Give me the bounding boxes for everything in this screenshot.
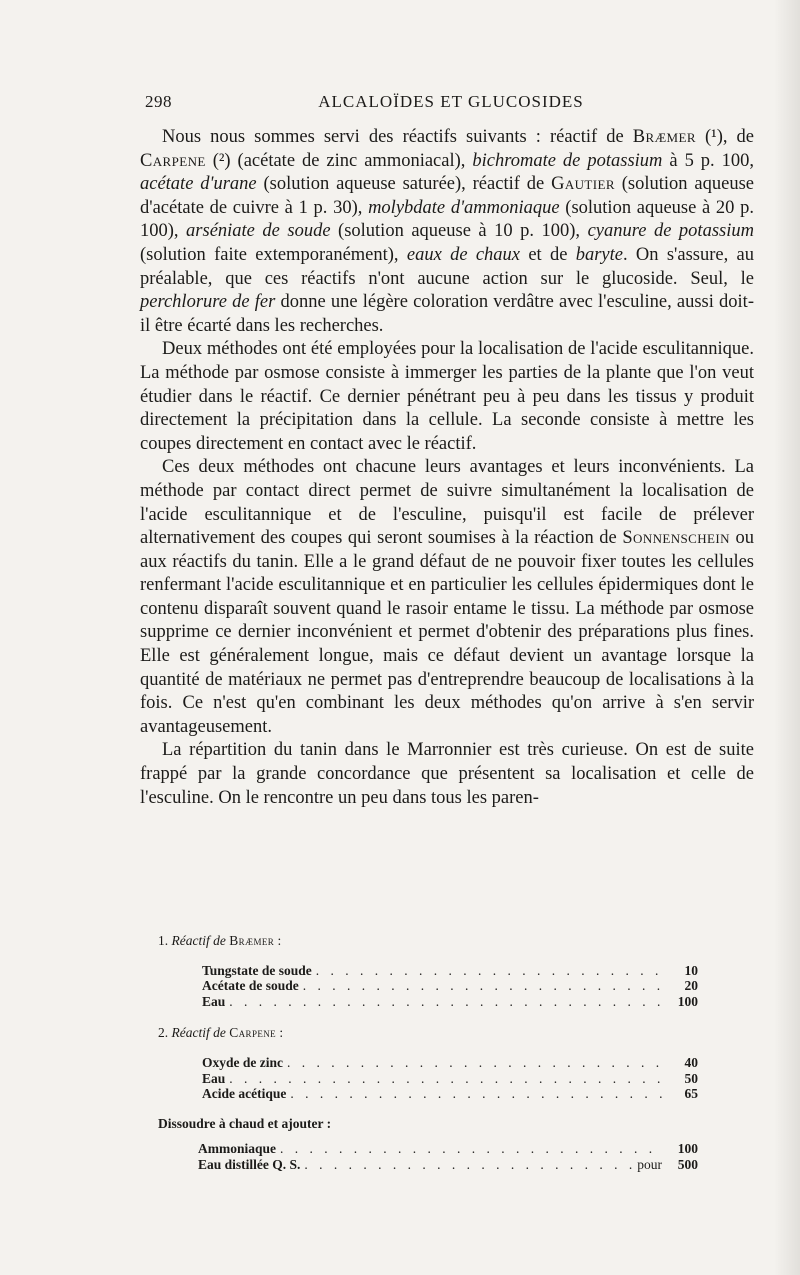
footnotes — [158, 933, 698, 1173]
footnote-ref-1[interactable]: (¹) — [704, 127, 723, 147]
recipe-row: Eau . . . 100 — [202, 994, 698, 1010]
footnote-2-subrows — [198, 1141, 698, 1172]
page-header — [145, 92, 757, 116]
footnote-2-rows — [202, 1055, 698, 1102]
recipe-row: Ammoniaque . . . 100 — [198, 1141, 698, 1157]
recipe-row: Acide acétique . . . 65 — [202, 1086, 698, 1102]
footnote-1-title: 1. Réactif de Bræmer : — [158, 933, 282, 948]
page-edge-shadow — [774, 0, 800, 1275]
footnote-ref-2[interactable]: (²) — [212, 150, 231, 171]
author-sonnenschein: Sonnenschein — [622, 528, 730, 549]
recipe-row: Eau distillée Q. S. . . . pour 500 — [198, 1157, 698, 1173]
paragraph-4: La répartition du tanin dans le Marronnier est très curieuse. On est de suite frappé par la grande concordance que présentent sa localisation et celle de l'esculine. On le rencontre un peu dans tous les paren- — [140, 740, 754, 808]
body-text — [140, 126, 754, 810]
paragraph-1: Nous nous sommes servi des réactifs suivants : réactif de Bræmer (¹), de Carpene (²) (acétate de zinc ammoniacal), bichromate de potassium à 5 p. 100, acétate d'urane (solution aqueuse saturée), réactif de Gautier (solution aqueuse d'acétate de cuivre à 1 p. 30), molybdate d'ammoniaque (solution aqueuse à 20 p. 100), arséniate de soude (solution aqueuse à 10 p. 100), cyanure de potassium (solution faite extemporanément), eaux de chaux et de baryte. On s'assure, au préalable, que ces réactifs n'ont aucune action sur le glucoside. Seul, le perchlorure de fer donne une légère coloration verdâtre avec l'esculine, aussi doit-il être écarté dans les recherches. — [140, 127, 755, 336]
footnote-2-title: 2. Réactif de Carpene : — [158, 1025, 284, 1041]
page-number: 298 — [145, 92, 172, 111]
running-title: ALCALOÏDES ET GLUCOSIDES — [318, 92, 584, 111]
author-gautier: Gautier — [551, 174, 615, 195]
recipe-row: Tungstate de soude . . . 10 — [202, 963, 698, 979]
author-carpene: Carpene — [140, 150, 206, 171]
recipe-row: Acétate de soude . . . 20 — [202, 978, 698, 994]
recipe-row: Oxyde de zinc . . . 40 — [202, 1055, 698, 1071]
recipe-row: Eau . . . 50 — [202, 1071, 698, 1087]
footnote-1-rows — [202, 963, 698, 1010]
author-braemer: Bræmer — [632, 127, 696, 147]
paragraph-2: Deux méthodes ont été employées pour la localisation de l'acide esculitannique. La méthode par osmose consiste à immerger les parties de la plante que l'on veut étudier dans le réactif. Ce dernier pénétrant peu à peu dans les tissus y produit directement la précipitation dans la cellule. La seconde consiste à mettre les coupes directement en contact avec le réactif. — [140, 339, 754, 454]
paragraph-3: Ces deux méthodes ont chacune leurs avantages et leurs inconvénients. La méthode par contact direct permet de suivre simultanément la localisation de l'acide esculitannique et de l'esculine, puisqu'il est facile de prélever alternativement des coupes qui seront soumises à la réaction de Sonnenschein ou aux réactifs du tanin. Elle a le grand défaut de ne pouvoir fixer toutes les cellules renfermant l'acide esculitannique et en particulier les cellules épidermiques dont le contenu disparaît souvent quand le rasoir entame le tissu. La méthode par osmose supprime ce dernier inconvénient et permet d'obtenir des préparations plus fines. Elle est généralement longue, mais ce défaut devient un avantage lorsque la quantité de matériaux ne permet pas d'entreprendre beaucoup de localisations à la fois. Ce n'est qu'en combinant les deux méthodes qu'on arrive à s'en servir avantageusement. — [140, 457, 754, 737]
footnote-2-subheading: Dissoudre à chaud et ajouter : — [158, 1115, 332, 1131]
